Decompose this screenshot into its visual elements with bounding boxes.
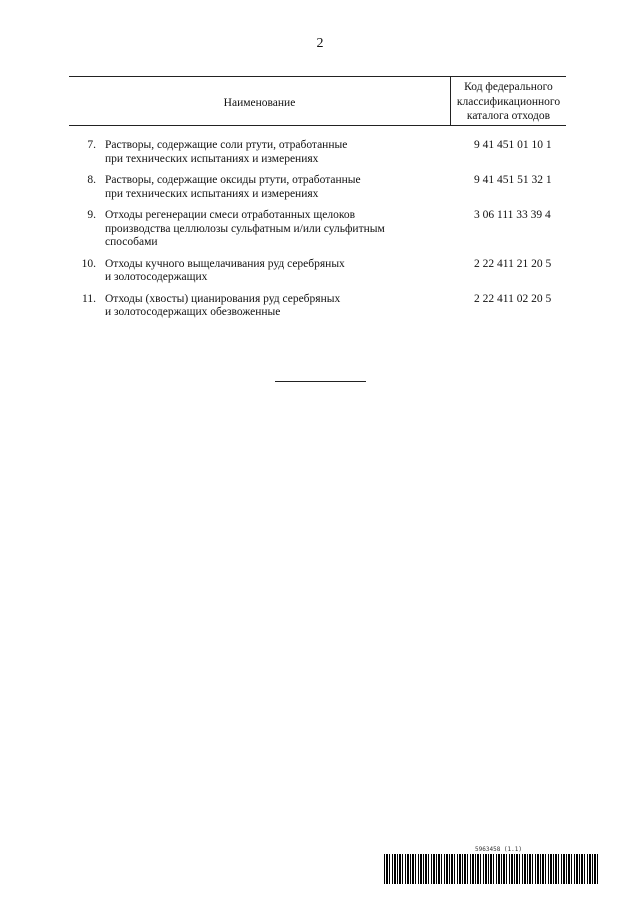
row-name-line: и золотосодержащих bbox=[105, 271, 208, 283]
table-row bbox=[69, 258, 566, 285]
end-of-document-rule bbox=[275, 381, 366, 382]
header-code bbox=[450, 77, 566, 125]
row-name bbox=[105, 293, 455, 320]
row-name-line: способами bbox=[105, 236, 158, 248]
row-code: 9 41 451 01 10 1 bbox=[474, 139, 552, 151]
row-number: 7. bbox=[87, 139, 96, 151]
table-row bbox=[69, 174, 566, 201]
row-name-line: и золотосодержащих обезвоженные bbox=[105, 306, 281, 318]
row-name-line: Растворы, содержащие оксиды ртути, отработанные bbox=[105, 174, 361, 186]
waste-catalog-table bbox=[69, 76, 566, 328]
table-row bbox=[69, 293, 566, 320]
document-stamp bbox=[384, 846, 600, 886]
row-name bbox=[105, 174, 455, 201]
row-name bbox=[105, 209, 455, 250]
table-row bbox=[69, 139, 566, 166]
header-code-line: Код федерального bbox=[464, 81, 553, 93]
row-name-line: Растворы, содержащие соли ртути, отработанные bbox=[105, 139, 348, 151]
row-code: 2 22 411 21 20 5 bbox=[474, 257, 552, 270]
stamp-number: 5963458 (1.1) bbox=[475, 846, 522, 853]
row-number: 9. bbox=[87, 209, 96, 221]
header-code-line: классификационного bbox=[456, 95, 561, 108]
row-name-line: при технических испытаниях и измерениях bbox=[105, 152, 319, 165]
row-name bbox=[105, 139, 455, 166]
row-code: 3 06 111 33 39 4 bbox=[474, 209, 551, 221]
table-header bbox=[69, 77, 566, 125]
barcode-icon bbox=[384, 854, 600, 884]
page-number: 2 bbox=[316, 36, 324, 51]
row-name bbox=[105, 258, 455, 285]
row-name-line: Отходы регенерации смеси отработанных щелоков bbox=[105, 209, 356, 221]
table-body bbox=[69, 126, 566, 320]
row-code: 9 41 451 51 32 1 bbox=[474, 174, 552, 186]
row-name-line: Отходы кучного выщелачивания руд серебряных bbox=[105, 257, 345, 270]
header-name: Наименование bbox=[223, 97, 296, 109]
row-name-line: при технических испытаниях и измерениях bbox=[105, 187, 319, 200]
row-code: 2 22 411 02 20 5 bbox=[474, 292, 552, 305]
row-name-line: Отходы (хвосты) цианирования руд серебряных bbox=[105, 292, 341, 305]
row-number: 10. bbox=[81, 257, 96, 270]
row-number: 11. bbox=[82, 292, 96, 305]
header-code-line: каталога отходов bbox=[466, 110, 551, 122]
row-number: 8. bbox=[87, 174, 96, 186]
table-row bbox=[69, 209, 566, 250]
row-name-line: производства целлюлозы сульфатным и/или сульфитным bbox=[105, 222, 385, 235]
